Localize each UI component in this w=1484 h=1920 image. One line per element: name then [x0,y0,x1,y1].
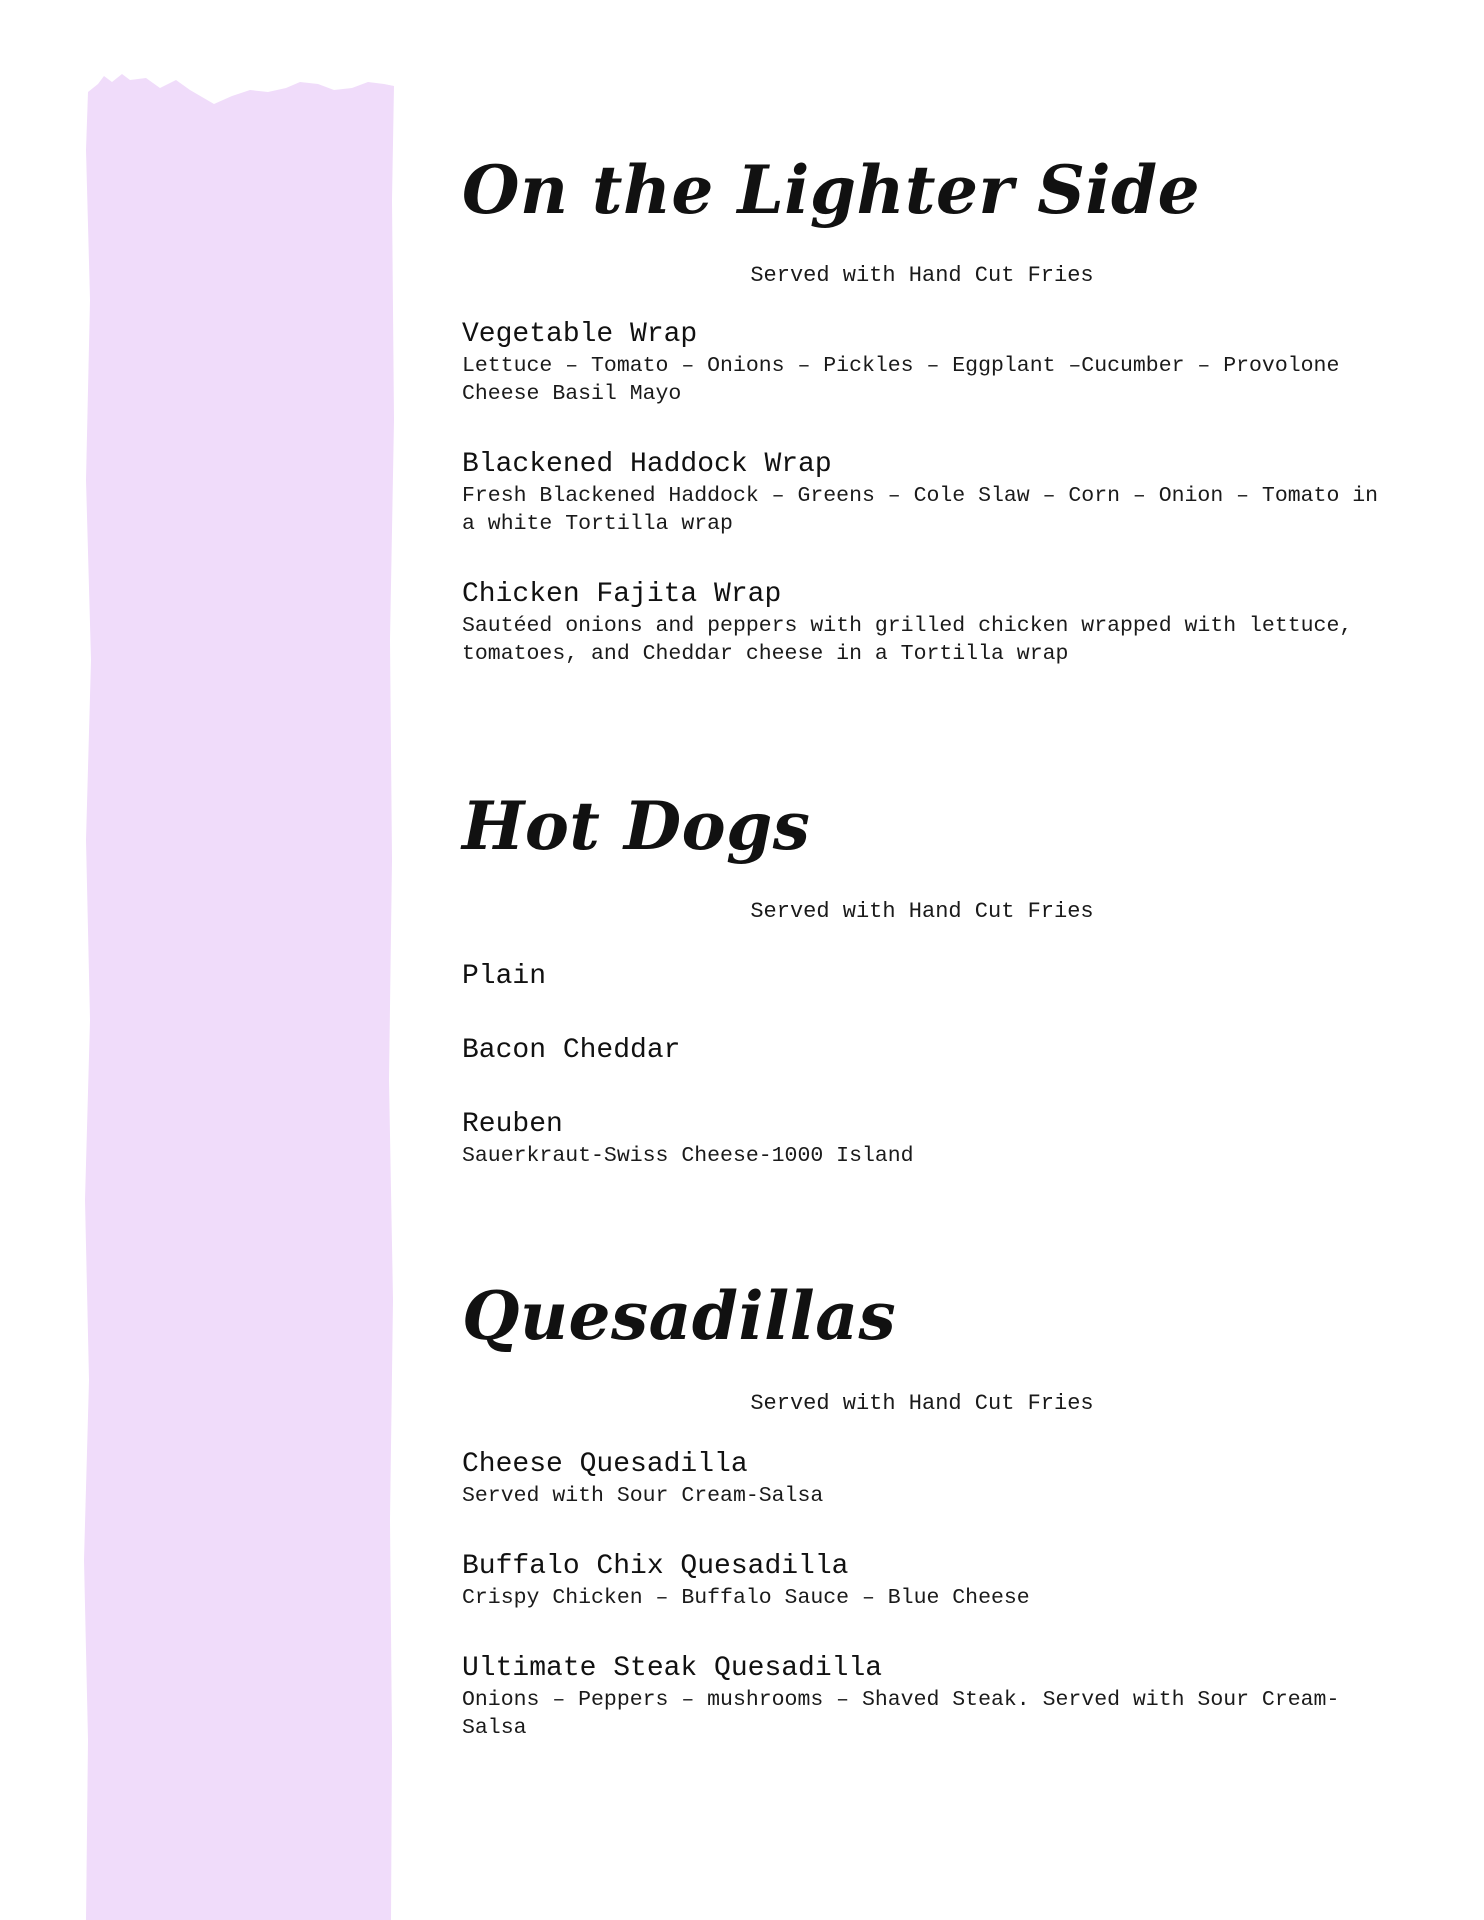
item-name: Ultimate Steak Quesadilla [462,1653,883,1684]
item-description: Fresh Blackened Haddock – Greens – Cole Slaw – Corn – Onion – Tomato in a white Tortilla wrap [462,484,1379,536]
section-note: Served with Hand Cut Fries [750,899,1094,924]
item-name: Buffalo Chix Quesadilla [462,1551,849,1582]
item-name: Bacon Cheddar [462,1035,681,1066]
menu-item [462,960,1382,994]
section-hot-dogs [462,786,1382,1170]
item-description: Lettuce – Tomato – Onions – Pickles – Eggplant –Cucumber – Provolone Cheese Basil Mayo [462,354,1340,406]
section-title: Quesadillas [462,1277,897,1355]
section-note: Served with Hand Cut Fries [750,1391,1094,1416]
item-name: Vegetable Wrap [462,319,698,350]
decorative-brush-stripe [0,0,420,1920]
item-name: Blackened Haddock Wrap [462,449,832,480]
section-title: On the Lighter Side [462,151,1201,229]
menu-item [462,1034,1382,1068]
item-description: Crispy Chicken – Buffalo Sauce – Blue Cheese [462,1586,1030,1610]
menu-item [462,1652,1382,1742]
menu-item [462,448,1382,538]
item-description: Onions – Peppers – mushrooms – Shaved Steak. Served with Sour Cream-Salsa [462,1688,1340,1740]
section-note: Served with Hand Cut Fries [750,263,1094,288]
menu-item [462,1108,1382,1170]
menu-item [462,1550,1382,1612]
section-lighter-side [462,150,1382,668]
item-description: Sauerkraut-Swiss Cheese-1000 Island [462,1144,914,1168]
item-name: Cheese Quesadilla [462,1449,748,1480]
item-description: Served with Sour Cream-Salsa [462,1484,824,1508]
menu-item [462,1448,1382,1510]
section-quesadillas [462,1276,1382,1742]
item-description: Sautéed onions and peppers with grilled chicken wrapped with lettuce, tomatoes, and Cheddar cheese in a Tortilla wrap [462,614,1353,666]
item-name: Plain [462,961,547,992]
menu-item [462,318,1382,408]
section-title: Hot Dogs [462,787,811,865]
item-name: Reuben [462,1109,563,1140]
brush-stripe-shape [84,74,394,1920]
item-name: Chicken Fajita Wrap [462,579,782,610]
menu-item [462,578,1382,668]
